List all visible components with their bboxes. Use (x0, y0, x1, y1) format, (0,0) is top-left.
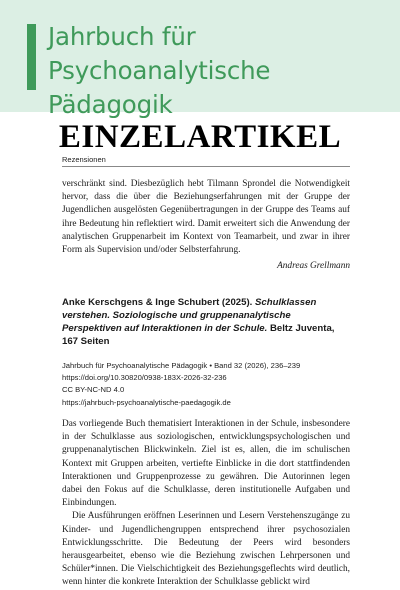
citation-block (62, 360, 352, 409)
reviewer-signature: Andreas Grellmann (277, 261, 350, 271)
citation-line: Jahrbuch für Psychoanalytische Pädagogik • Band 32 (2026), 236–239 (62, 361, 301, 370)
website-link[interactable]: https://jahrbuch-psychoanalytische-paedagogik.de (62, 397, 231, 407)
review-publisher-pages: Beltz Juventa, 167 Seiten (62, 323, 335, 347)
doi-link[interactable]: https://doi.org/10.30820/0938-183X-2026-32-236 (62, 373, 227, 383)
article-type-heading: EINZELARTIKEL (58, 119, 342, 155)
review-body (62, 418, 350, 590)
journal-banner (0, 0, 400, 119)
review-paragraph-2: Die Ausführungen eröffnen Leserinnen und Lesern Verstehenszugänge zu Kinder- und Jugendlichengruppen entsprechend ihrer psychosozialen Entwicklungsschritte. Die Bedeutung der Peers wird besonders herausgearbeitet, ebenso wie die Beziehung zwischen Lehrpersonen und Schüler*innen. Die Vielschichtigkeit des Beziehungsgeflechts wird deutlich, wenn hinter die konkrete Interaktion der Schulklasse geblickt wird (62, 511, 350, 588)
review-book-title: Schulklassen verstehen. Soziologische und gruppenanalytische Perspektiven auf Interaktionen in der Schule. (62, 297, 317, 334)
previous-review-paragraph: verschränkt sind. Diesbezüglich hebt Tilmann Sprondel die Notwendigkeit hervor, dass die über die Beziehungserfahrungen mit der Gruppe der Jugendlichen ausgelösten Gegenübertragungen in der Gruppe des Teams auf ihre Bedeutung hin reflektiert wird. Damit erweitert sich die Anwendung der analytischen Gruppenarbeit im Kontext von Teamarbeit, und zwar in ihrer Form als Supervision und/oder Selbsterfahrung. (62, 179, 350, 256)
review-heading (62, 296, 352, 348)
section-divider (62, 166, 350, 167)
previous-review-text (62, 178, 350, 257)
section-label: Rezensionen (62, 155, 106, 164)
journal-title-line-2: Psychoanalytische Pädagogik (48, 56, 271, 119)
journal-title (48, 20, 400, 122)
journal-title-line-1: Jahrbuch für (48, 22, 196, 51)
license-label: CC BY-NC-ND 4.0 (62, 385, 125, 395)
review-paragraph-1: Das vorliegende Buch thematisiert Interaktionen in der Schule, insbesondere in der Schulklasse aus soziologischen, entwicklungspsychologischen und gruppenanalytischen Blickwinkeln. Ziel ist es, allen, die im schulischen Kontext mit Gruppen arbeiten, vertiefte Einblicke in die dort stattfindenden Interaktionen und Gruppenprozesse zu gewähren. Die Autorinnen legen dabei den Fokus auf die Schulklasse, deren institutionelle Aufgaben und Einbindungen. (62, 419, 350, 509)
banner-accent-bar (27, 24, 36, 90)
review-authors-year: Anke Kerschgens & Inge Schubert (2025). (62, 297, 253, 308)
